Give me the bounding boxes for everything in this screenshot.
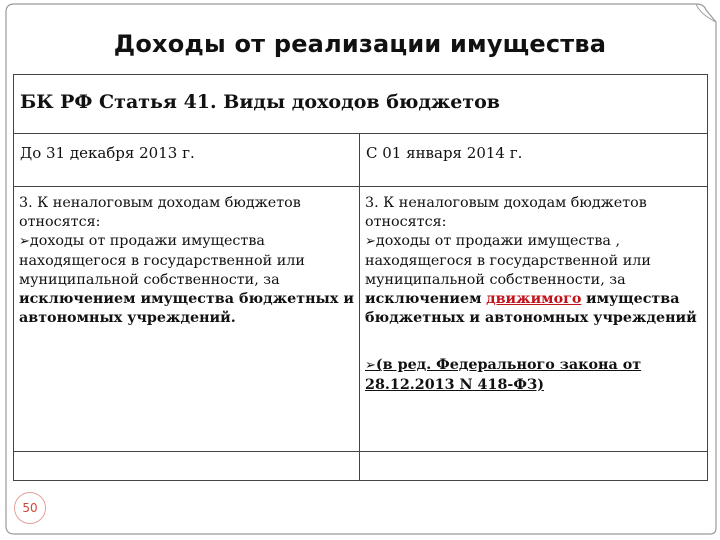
page-number-badge: 50 bbox=[14, 492, 46, 524]
amendment-text: (в ред. Федерального закона от 28.12.2013 N 418-ФЗ) bbox=[365, 357, 642, 393]
right-content-cell bbox=[360, 187, 708, 452]
left-intro: 3. К неналоговым доходам бюджетов относятся: bbox=[19, 195, 301, 231]
right-exception-post: имущества бюджетных и автономных учреждений bbox=[365, 291, 697, 327]
arrow-bullet-icon: ➢ bbox=[19, 234, 30, 250]
left-content bbox=[14, 187, 359, 328]
arrow-bullet-icon: ➢ bbox=[365, 358, 376, 374]
left-exception: исключением имущества бюджетных и автономных учреждений. bbox=[19, 291, 354, 327]
movable-highlight: движимого bbox=[486, 291, 582, 308]
right-exception-pre: исключением bbox=[365, 291, 482, 308]
table-header-cell bbox=[14, 75, 708, 134]
arrow-bullet-icon: ➢ bbox=[365, 234, 376, 250]
left-date: До 31 декабря 2013 г. bbox=[20, 144, 195, 162]
left-date-cell bbox=[14, 134, 360, 187]
right-content bbox=[360, 187, 707, 395]
table-header: БК РФ Статья 41. Виды доходов бюджетов bbox=[20, 91, 500, 113]
right-item: доходы от продажи имущества , находящегося в государственной или муниципальной собственности, за bbox=[365, 233, 651, 288]
right-date-cell bbox=[360, 134, 708, 187]
right-intro: 3. К неналоговым доходам бюджетов относятся: bbox=[365, 195, 647, 231]
slide-title: Доходы от реализации имущества bbox=[113, 30, 607, 58]
right-date: С 01 января 2014 г. bbox=[366, 144, 523, 162]
empty-cell-right bbox=[360, 452, 708, 481]
left-content-cell bbox=[14, 187, 360, 452]
budget-revenue-table bbox=[13, 74, 708, 481]
empty-cell-left bbox=[14, 452, 360, 481]
left-item: доходы от продажи имущества находящегося в государственной или муниципальной собственности, за bbox=[19, 233, 305, 288]
amendment-reference bbox=[365, 356, 703, 394]
